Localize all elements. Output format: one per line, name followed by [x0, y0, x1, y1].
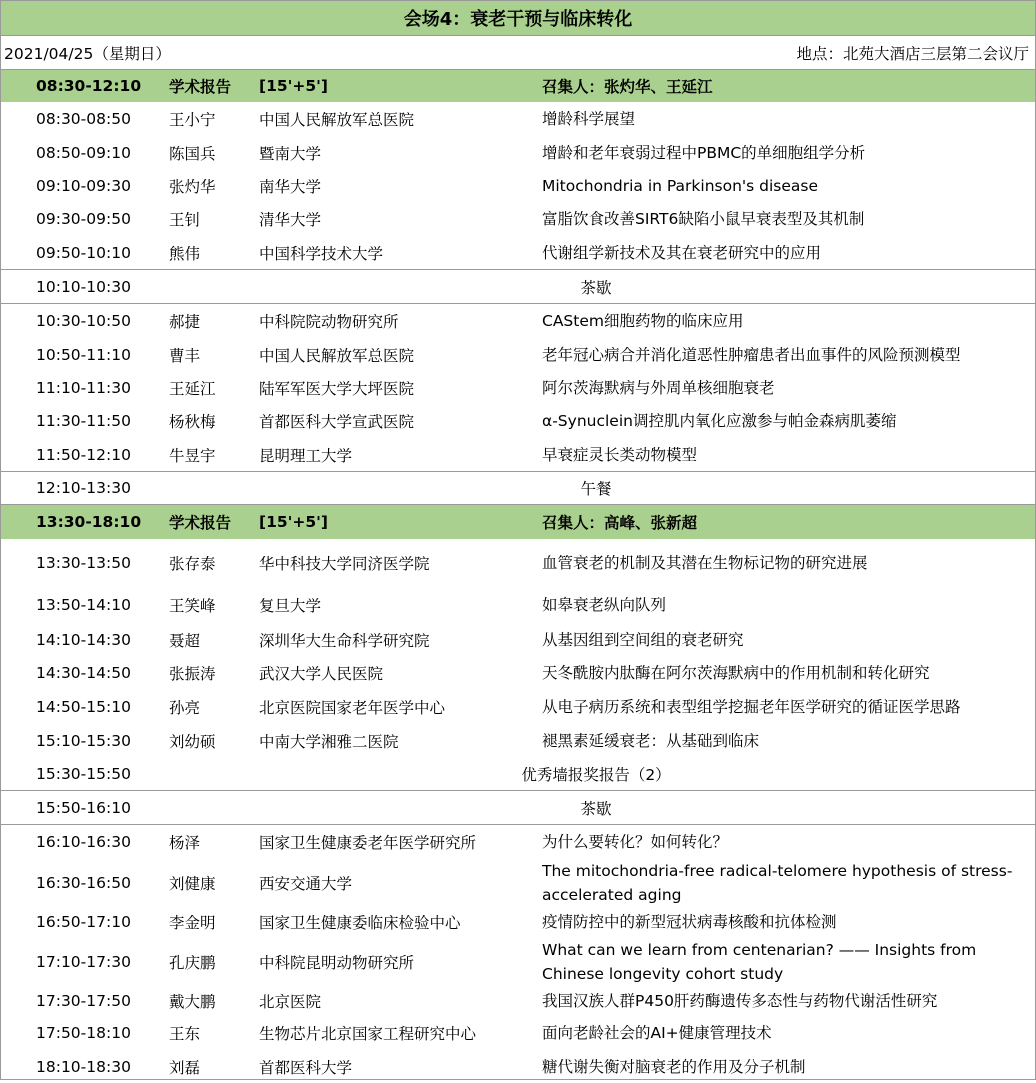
table-row [1, 1050, 1035, 1083]
speaker-name: 王延江 [169, 379, 216, 398]
talk-topic: 血管衰老的机制及其潜在生物标记物的研究进展 [542, 554, 868, 572]
talk-topic: 面向老龄社会的AI+健康管理技术 [542, 1024, 772, 1042]
table-row [1, 859, 1035, 907]
talk-time: 15:10-15:30 [36, 731, 131, 750]
session-format: [15'+5'] [259, 513, 329, 531]
speaker-name: 张振涛 [169, 665, 216, 683]
talk-time: 14:30-14:50 [36, 664, 131, 682]
talk-topic: 从电子病历系统和表型组学挖掘老年医学研究的循证医学思路 [542, 698, 961, 716]
speaker-org: 清华大学 [259, 211, 322, 229]
speaker-name: 王东 [169, 1025, 201, 1043]
talk-topic: What can we learn from centenarian? —— Insights from Chinese longevity cohort study [542, 940, 977, 983]
talk-time: 11:30-11:50 [36, 412, 131, 430]
talks-block-c [1, 539, 1035, 757]
speaker-name: 戴大鹏 [169, 993, 216, 1011]
break-label: 茶歇 [580, 799, 612, 818]
session-type: 学术报告 [169, 514, 232, 532]
talk-time: 16:30-16:50 [36, 874, 131, 892]
speaker-org: 生物芯片北京国家工程研究中心 [259, 1025, 477, 1043]
break-label: 午餐 [580, 480, 612, 498]
speaker-org: 中南大学湘雅二医院 [259, 732, 399, 751]
break-label: 茶歇 [580, 278, 612, 297]
talk-time: 13:30-13:50 [36, 554, 131, 572]
talk-time: 18:10-18:30 [36, 1057, 131, 1076]
talk-time: 08:50-09:10 [36, 143, 131, 162]
session-header [1, 505, 1035, 539]
table-row [1, 907, 1035, 937]
speaker-org: 中科院昆明动物研究所 [259, 953, 415, 972]
table-row [1, 202, 1035, 236]
talk-time: 17:30-17:50 [36, 992, 131, 1010]
speaker-name: 刘健康 [169, 875, 216, 893]
talk-time: 09:50-10:10 [36, 243, 131, 262]
session-time: 13:30-18:10 [36, 513, 142, 531]
table-row [1, 937, 1035, 986]
speaker-name: 刘幼硕 [169, 732, 216, 751]
talk-topic: 从基因组到空间组的衰老研究 [542, 630, 744, 649]
speaker-name: 杨泽 [169, 834, 201, 852]
speaker-name: 陈国兵 [169, 144, 216, 163]
break-time: 15:30-15:50 [36, 764, 131, 783]
page-title: 会场4：衰老干预与临床转化 [1, 1, 1035, 36]
speaker-org: 昆明理工大学 [259, 446, 353, 465]
talk-time: 13:50-14:10 [36, 596, 131, 614]
talk-topic: 疫情防控中的新型冠状病毒核酸和抗体检测 [542, 913, 837, 931]
speaker-org: 中国人民解放军总医院 [259, 111, 415, 129]
talk-topic: 我国汉族人群P450肝药酶遗传多态性与药物代谢活性研究 [542, 992, 938, 1010]
speaker-name: 牛昱宇 [169, 446, 216, 465]
table-row [1, 304, 1035, 338]
speaker-org: 北京医院国家老年医学中心 [259, 699, 446, 717]
speaker-org: 武汉大学人民医院 [259, 665, 384, 683]
table-row [1, 338, 1035, 371]
talk-topic: 老年冠心病合并消化道恶性肿瘤患者出血事件的风险预测模型 [542, 345, 961, 364]
table-row [1, 690, 1035, 724]
talk-topic: 糖代谢失衡对脑衰老的作用及分子机制 [542, 1057, 806, 1076]
speaker-org: 北京医院 [259, 993, 322, 1011]
speaker-name: 张存泰 [169, 555, 216, 573]
tea-break-row [1, 790, 1035, 825]
table-row [1, 236, 1035, 269]
talks-block-d [1, 825, 1035, 1083]
talk-topic: 阿尔茨海默病与外周单核细胞衰老 [542, 378, 775, 397]
speaker-org: 首都医科大学宣武医院 [259, 413, 415, 431]
table-row [1, 623, 1035, 656]
table-row [1, 724, 1035, 757]
talk-time: 10:30-10:50 [36, 312, 131, 330]
talk-time: 14:10-14:30 [36, 630, 131, 649]
speaker-org: 中国科学技术大学 [259, 244, 384, 263]
talk-time: 09:10-09:30 [36, 176, 131, 195]
speaker-name: 孔庆鹏 [169, 953, 216, 972]
talk-topic: α-Synuclein调控肌内氧化应激参与帕金森病肌萎缩 [542, 412, 897, 430]
talk-topic: 富脂饮食改善SIRT6缺陷小鼠早衰表型及其机制 [542, 210, 865, 228]
speaker-org: 西安交通大学 [259, 875, 353, 893]
speaker-org: 陆军军医大学大坪医院 [259, 379, 415, 398]
session-type: 学术报告 [169, 78, 232, 96]
talk-topic: The mitochondria-free radical-telomere hypothesis of stress-accelerated aging [542, 862, 1013, 904]
talk-topic: 增龄科学展望 [542, 110, 636, 128]
tea-break-row [1, 269, 1035, 304]
break-time: 10:10-10:30 [36, 277, 131, 296]
speaker-name: 王笑峰 [169, 597, 216, 615]
speaker-org: 国家卫生健康委老年医学研究所 [259, 834, 477, 852]
speaker-org: 首都医科大学 [259, 1058, 353, 1077]
speaker-name: 郝捷 [169, 313, 201, 331]
talk-time: 16:10-16:30 [36, 833, 131, 851]
talk-topic: 早衰症灵长类动物模型 [542, 445, 698, 464]
talk-time: 10:50-11:10 [36, 345, 131, 364]
break-time: 12:10-13:30 [36, 479, 131, 497]
date: 2021/04/25（星期日） [4, 44, 171, 63]
talk-topic: Mitochondria in Parkinson's disease [542, 176, 819, 195]
talk-time: 11:10-11:30 [36, 378, 131, 397]
table-row [1, 371, 1035, 404]
speaker-org: 中国人民解放军总医院 [259, 346, 415, 365]
table-row [1, 136, 1035, 169]
talk-time: 08:30-08:50 [36, 110, 131, 128]
session-time: 08:30-12:10 [36, 77, 142, 95]
talk-time: 16:50-17:10 [36, 913, 131, 931]
table-row [1, 656, 1035, 690]
talk-time: 11:50-12:10 [36, 445, 131, 464]
info-row [1, 36, 1035, 70]
talk-time: 17:10-17:30 [36, 952, 131, 971]
table-row [1, 102, 1035, 136]
speaker-name: 李金明 [169, 914, 216, 932]
speaker-org: 国家卫生健康委临床检验中心 [259, 914, 461, 932]
table-row [1, 986, 1035, 1016]
session-convener: 召集人：高峰、张新超 [542, 514, 698, 532]
talk-topic: CAStem细胞药物的临床应用 [542, 312, 744, 330]
speaker-org: 中科院院动物研究所 [259, 313, 399, 331]
talks-block-a [1, 102, 1035, 269]
speaker-name: 刘磊 [169, 1058, 201, 1077]
speaker-name: 孙亮 [169, 699, 201, 717]
table-row [1, 169, 1035, 202]
table-row [1, 438, 1035, 471]
lunch-row [1, 471, 1035, 505]
speaker-name: 王小宁 [169, 111, 216, 129]
table-row [1, 1016, 1035, 1050]
speaker-name: 王钊 [169, 211, 201, 229]
poster-label: 优秀墙报奖报告（2） [521, 765, 671, 784]
speaker-org: 复旦大学 [259, 597, 322, 615]
speaker-org: 南华大学 [259, 177, 322, 196]
session-format: [15'+5'] [259, 77, 329, 95]
speaker-name: 张灼华 [169, 177, 216, 196]
talk-topic: 代谢组学新技术及其在衰老研究中的应用 [542, 243, 822, 262]
table-row [1, 404, 1035, 438]
table-row [1, 587, 1035, 623]
talk-topic: 增龄和老年衰弱过程中PBMC的单细胞组学分析 [542, 143, 866, 162]
session-convener: 召集人：张灼华、王延江 [542, 78, 713, 96]
talk-topic: 天冬酰胺内肽酶在阿尔茨海默病中的作用机制和转化研究 [542, 664, 930, 682]
talk-time: 09:30-09:50 [36, 210, 131, 228]
speaker-org: 深圳华大生命科学研究院 [259, 631, 430, 650]
speaker-org: 暨南大学 [259, 144, 322, 163]
session-header [1, 70, 1035, 102]
table-row [1, 539, 1035, 587]
speaker-name: 熊伟 [169, 244, 201, 263]
speaker-name: 杨秋梅 [169, 413, 216, 431]
talk-time: 14:50-15:10 [36, 698, 131, 716]
location: 地点：北苑大酒店三层第二会议厅 [796, 44, 1029, 63]
talks-block-b [1, 304, 1035, 471]
poster-award-row [1, 757, 1035, 790]
speaker-name: 曹丰 [169, 346, 201, 365]
talk-topic: 如皋衰老纵向队列 [542, 596, 667, 614]
break-time: 15:50-16:10 [36, 798, 131, 817]
talk-topic: 褪黑素延缓衰老：从基础到临床 [542, 731, 760, 750]
talk-topic: 为什么要转化？如何转化？ [542, 833, 729, 851]
speaker-name: 聂超 [169, 631, 201, 650]
speaker-org: 华中科技大学同济医学院 [259, 555, 430, 573]
talk-time: 17:50-18:10 [36, 1024, 131, 1042]
table-row [1, 825, 1035, 859]
